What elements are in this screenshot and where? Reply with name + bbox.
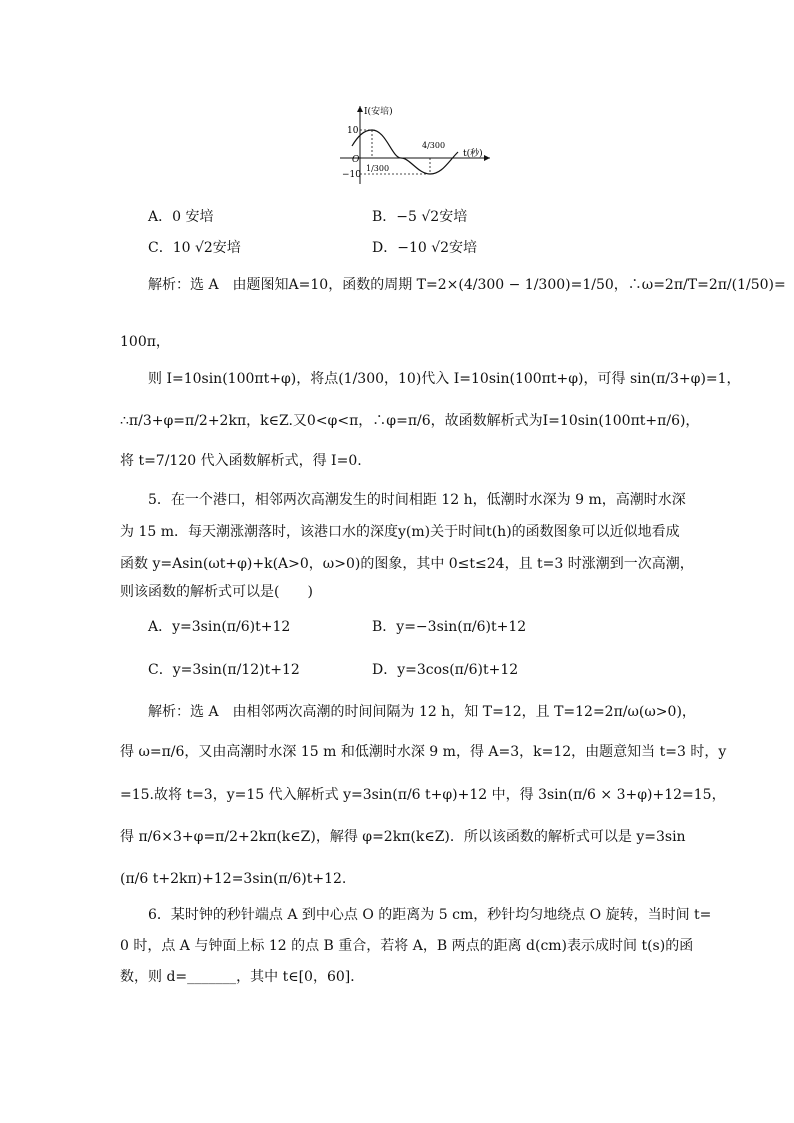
q5-solution-line-4: 得 π/6×3+φ=π/2+2kπ(k∈Z)，解得 φ=2kπ(k∈Z)．所以该函数的解析式可以是 y=3sin (120, 829, 686, 845)
x-tick-1-300: 1/300 (366, 164, 390, 173)
question-5-line-1: 5．在一个港口，相邻两次高潮发生的时间相距 12 h，低潮时水深为 9 m，高潮时水深 (148, 492, 686, 508)
option-a: A．0 安培 (148, 209, 214, 225)
q5-solution-line-5: (π/6 t+2kπ)+12=3sin(π/6)t+12. (120, 871, 347, 887)
x-axis-label: t(秒) (463, 149, 483, 159)
option-d: D．−10 √2安培 (372, 240, 478, 256)
y-axis-arrow (357, 106, 363, 112)
option-b: B．−5 √2安培 (372, 209, 468, 225)
question-5-line-3: 函数 y=Asin(ωt+φ)+k(A>0，ω>0)的图象，其中 0≤t≤24，且 t=3 时涨潮到一次高潮， (120, 556, 694, 572)
solution-line-4: ∴π/3+φ=π/2+2kπ，k∈Z.又0<φ<π，∴φ=π/6，故函数解析式为I=10sin(100πt+π/6)， (120, 413, 700, 429)
q5-solution-line-3: =15.故将 t=3，y=15 代入解析式 y=3sin(π/6 t+φ)+12 中，得 3sin(π/6 × 3+φ)+12=15， (120, 787, 726, 803)
x-axis-arrow (484, 155, 490, 161)
q5-option-d: D．y=3cos(π/6)t+12 (372, 662, 519, 678)
q5-option-c: C．y=3sin(π/12)t+12 (148, 662, 300, 678)
y-tick-neg10: −10 (342, 170, 361, 180)
q5-solution-line-1: 解析：选 A 由相邻两次高潮的时间间隔为 12 h，知 T=12，且 T=12=2π/ω(ω>0)， (148, 704, 696, 720)
question-6-line-1: 6．某时钟的秒针端点 A 到中心点 O 的距离为 5 cm，秒针均匀地绕点 O 旋转，当时间 t= (148, 907, 712, 923)
solution-line-3: 则 I=10sin(100πt+φ)，将点(1/300，10)代入 I=10sin(100πt+φ)，可得 sin(π/3+φ)=1， (148, 371, 741, 387)
solution-line-2: 100π， (120, 334, 170, 350)
question-5-line-2: 为 15 m．每天潮涨潮落时，该港口水的深度y(m)关于时间t(h)的函数图象可以近似地看成 (120, 524, 680, 540)
solution-line-1: 解析：选 A 由题图知A=10，函数的周期 T=2×(4/300 − 1/300)=1/50，∴ω=2π/T=2π/(1/50)= (148, 277, 786, 293)
y-axis-label: I(安培) (364, 107, 393, 117)
q5-solution-line-2: 得 ω=π/6，又由高潮时水深 15 m 和低潮时水深 9 m，得 A=3，k=12，由题意知当 t=3 时，y (120, 744, 727, 760)
solution-line-5: 将 t=7/120 代入函数解析式，得 I=0. (120, 453, 362, 469)
y-tick-10: 10 (347, 126, 359, 136)
question-6-line-2: 0 时，点 A 与钟面上标 12 的点 B 重合，若将 A，B 两点的距离 d(cm)表示成时间 t(s)的函 (120, 938, 694, 954)
q5-option-b: B．y=−3sin(π/6)t+12 (372, 619, 527, 635)
origin-label: O (352, 155, 360, 165)
x-tick-4-300: 4/300 (422, 141, 446, 150)
question-6-line-3: 数，则 d=_______，其中 t∈[0，60]． (120, 969, 365, 985)
option-c: C．10 √2安培 (148, 240, 241, 256)
question-5-line-4: 则该函数的解析式可以是( ) (120, 584, 313, 600)
q5-option-a: A．y=3sin(π/6)t+12 (148, 619, 291, 635)
current-sine-graph (330, 100, 500, 186)
